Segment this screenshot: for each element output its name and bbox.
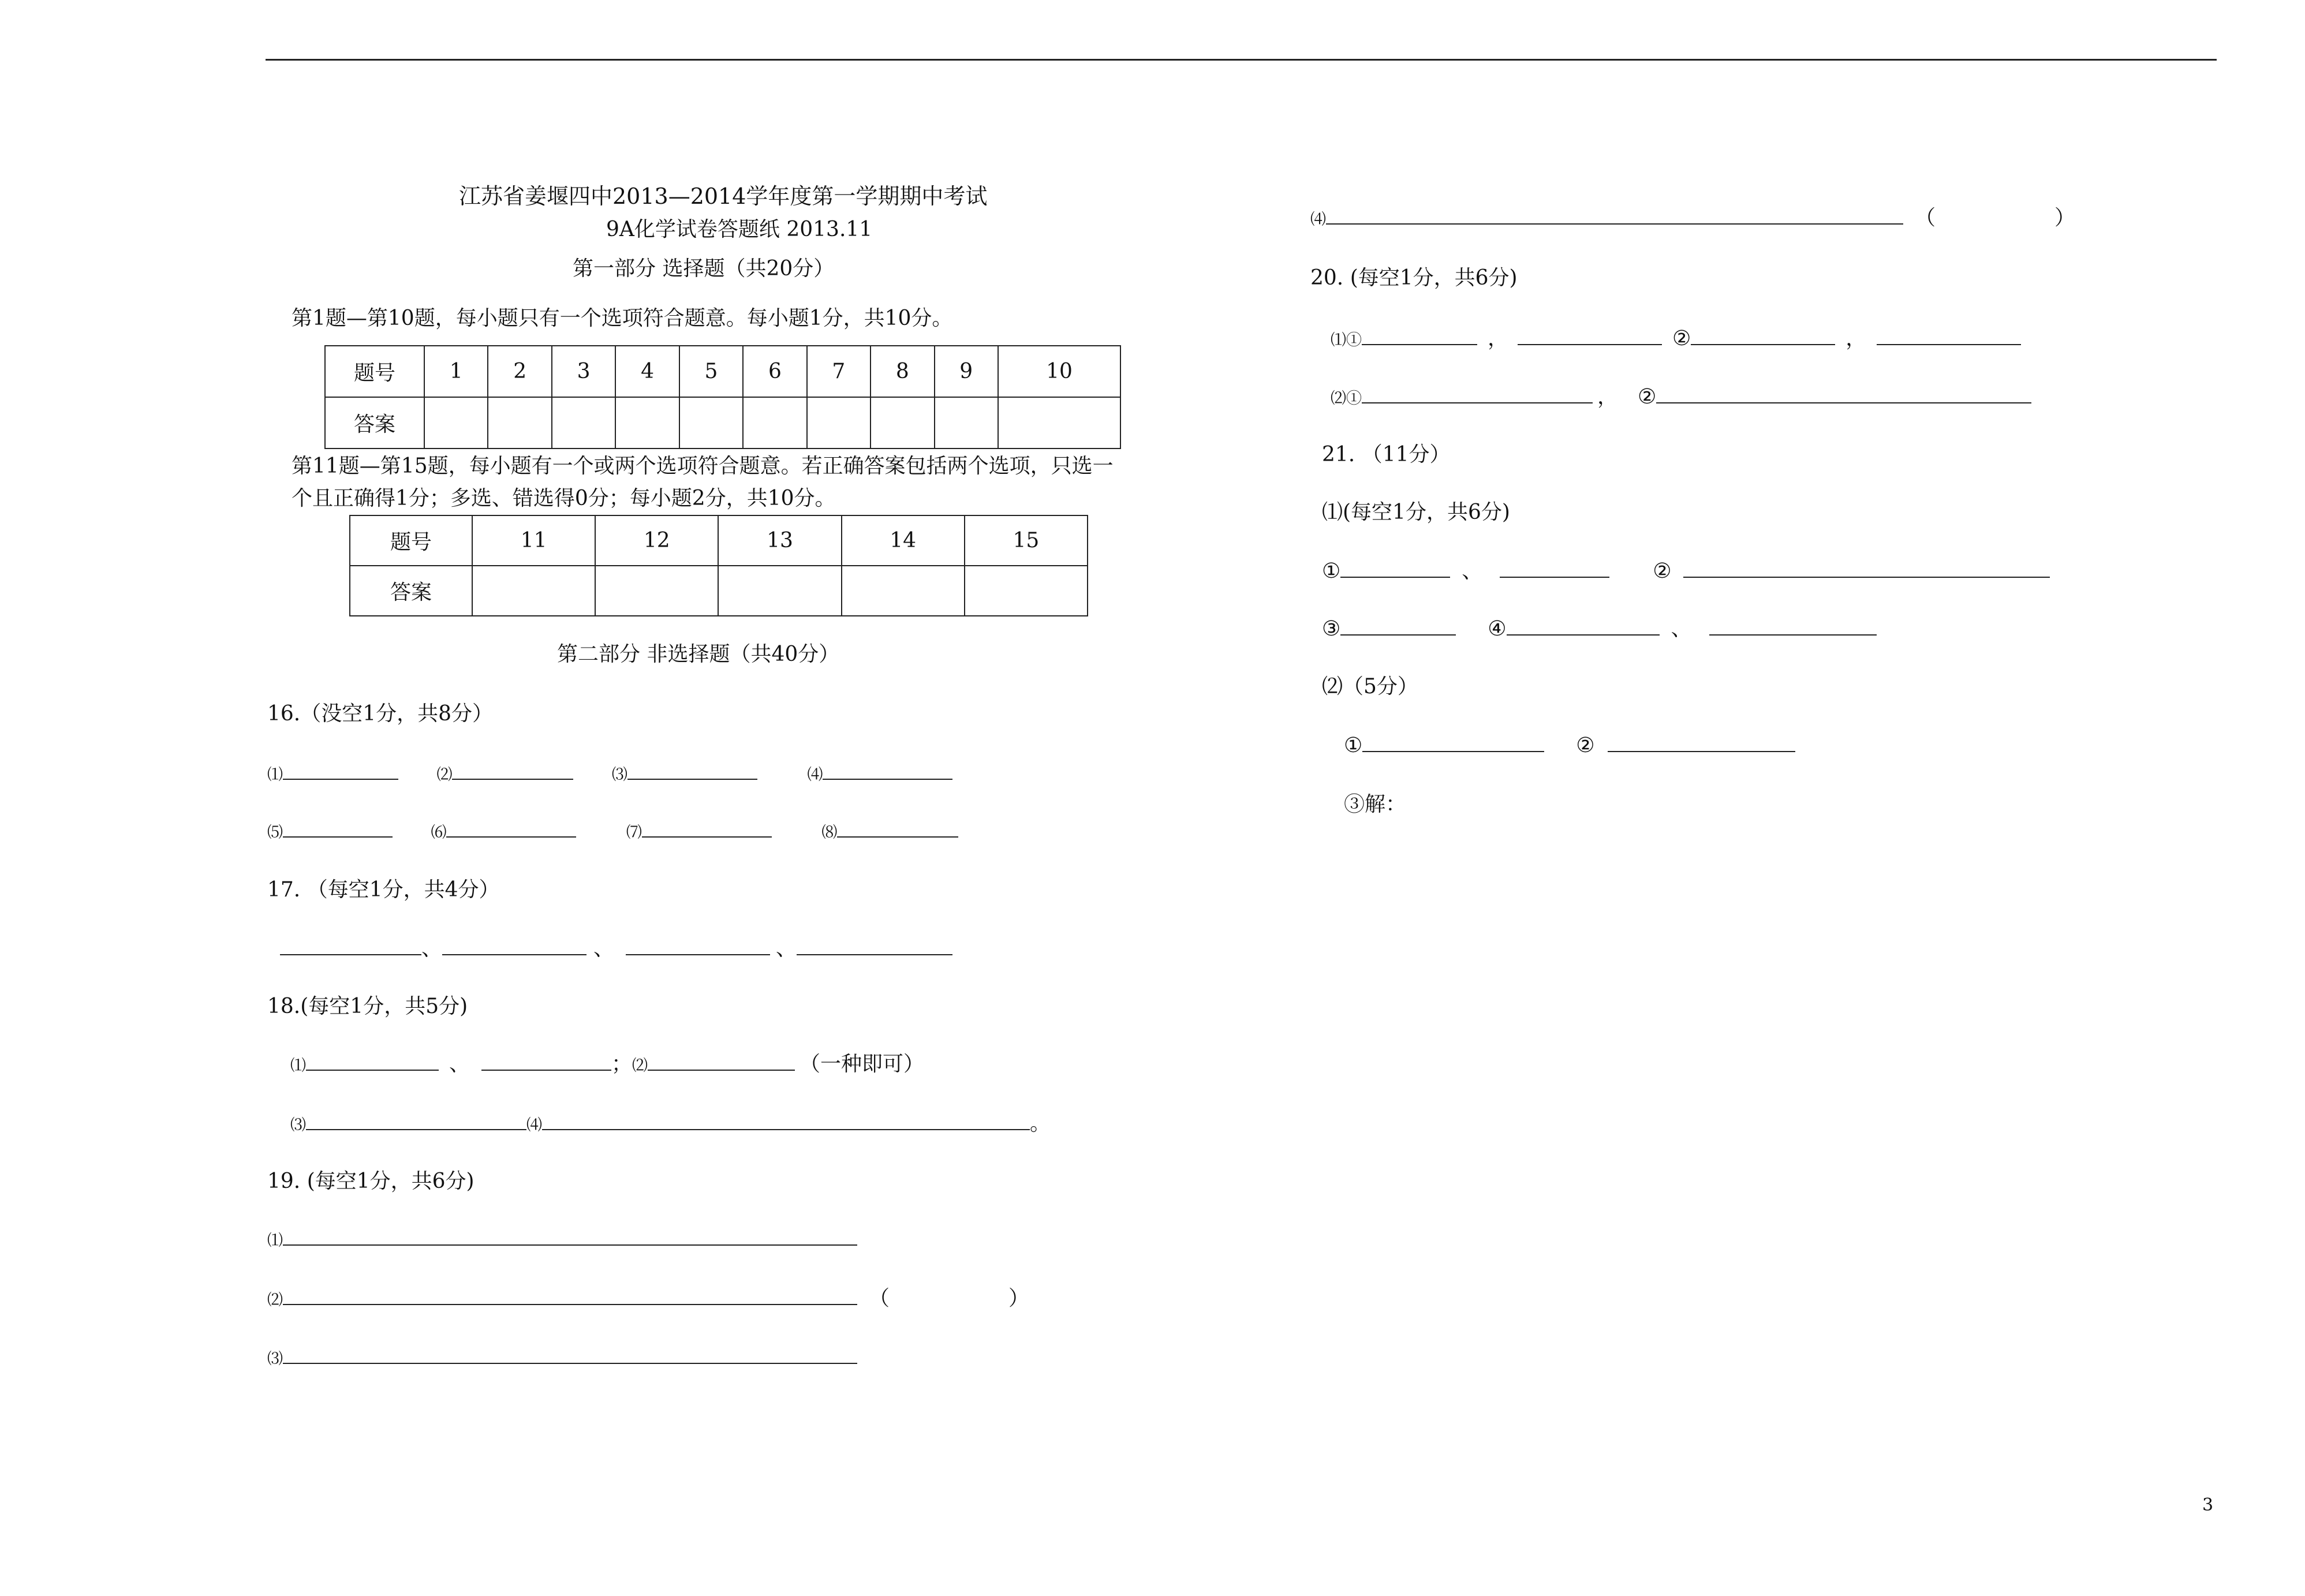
answer-blank[interactable] [283,1287,857,1305]
answer-blank[interactable] [1877,327,2021,345]
answer-blank[interactable] [1691,327,1835,345]
part2-heading: 第二部分 非选择题（共40分） [557,642,840,666]
answer-blank[interactable] [283,1227,857,1246]
answer-cell[interactable] [807,397,871,448]
answer-blank[interactable] [283,761,398,780]
question-number: 10 [998,346,1120,397]
blank-label: ① [1322,559,1341,583]
part1-instruction-2: 第11题—第15题，每小题有一个或两个选项符合题意。若正确答案包括两个选项，只选一 [292,454,1114,478]
paren-blank[interactable]: （ ） [1915,206,2075,230]
blank-label: ⑴ [290,1057,306,1075]
question-number: 9 [935,346,998,397]
answer-blank[interactable] [306,1052,439,1071]
answer-blank[interactable] [1362,327,1477,345]
answer-cell[interactable] [472,566,595,616]
separator: ， [1488,327,1509,350]
blank-label: ⑵ [436,766,453,784]
question-number: 11 [472,515,595,566]
answer-blank[interactable] [542,1112,1030,1130]
answer-blank[interactable] [1709,617,1877,636]
question-number: 8 [871,346,934,397]
separator: 、 [1671,617,1692,641]
answer-blank[interactable] [797,937,952,955]
answer-blank[interactable] [280,937,421,955]
answer-blank[interactable] [1500,559,1609,578]
answer-blank[interactable] [283,819,393,838]
answer-cell[interactable] [595,566,718,616]
answer-cell[interactable] [998,397,1120,448]
q21-title: 21. （11分） [1322,443,1451,466]
separator: 、 [593,937,615,960]
question-number: 3 [552,346,615,397]
part1-heading: 第一部分 选择题（共20分） [573,257,835,281]
blank-label: ⑹ [431,824,447,842]
q19-title: 19. (每空1分，共6分) [267,1169,475,1193]
answer-cell[interactable] [935,397,998,448]
answer-blank[interactable] [1507,617,1660,636]
q19-row1 [267,1227,857,1254]
q21-sub1: ⑴(每空1分，共6分) [1322,500,1510,524]
answer-blank[interactable] [1340,559,1450,578]
blank-label: ⑻ [821,824,838,842]
q21-row1 [1322,559,2050,584]
q18-row1 [290,1052,924,1079]
answer-blank[interactable] [306,1112,526,1130]
question-number: 1 [424,346,488,397]
answer-blank[interactable] [446,819,576,838]
answer-blank[interactable] [823,761,952,780]
answer-blank[interactable] [1608,734,1795,752]
question-number: 13 [718,515,841,566]
q20-title: 20. (每空1分，共6分) [1310,266,1518,290]
answer-blank[interactable] [1340,617,1456,636]
part1-instruction-1: 第1题—第10题，每小题只有一个选项符合题意。每小题1分，共10分。 [292,307,953,330]
answer-blank[interactable] [1656,385,2031,403]
end-mark: 。 [1030,1112,1051,1135]
question-number: 2 [488,346,551,397]
hint-text: （一种即可） [800,1052,925,1076]
q21-row3 [1344,733,1795,758]
q20-row2 [1331,384,2031,412]
separator: ； [611,1052,633,1076]
blank-label: ⑷ [526,1116,542,1134]
q16-row2 [267,818,958,846]
answer-cell[interactable] [615,397,679,448]
answer-cell[interactable] [842,566,965,616]
blank-label: ⑴ [267,766,283,784]
exam-subtitle: 9A化学试卷答题纸 2013.11 [606,218,873,241]
answer-table-1-10 [324,345,1121,449]
separator: ， [1846,327,1867,350]
answer-blank[interactable] [452,761,573,780]
question-number: 6 [743,346,806,397]
answer-blank[interactable] [283,1345,857,1364]
blank-label: ③ [1322,617,1341,641]
blank-label: ② [1576,734,1595,757]
table-row-label: 答案 [325,397,424,448]
question-number: 4 [615,346,679,397]
q21-solution-label: ③解： [1344,793,1407,816]
blank-label: ⑸ [267,824,283,842]
answer-blank[interactable] [1326,206,1903,225]
answer-blank[interactable] [1362,385,1593,403]
q19-row2 [267,1286,1029,1313]
answer-blank[interactable] [627,761,757,780]
blank-label: ⑵ [267,1291,283,1309]
answer-cell[interactable] [552,397,615,448]
answer-blank[interactable] [837,819,958,838]
blank-label: ⑷ [1310,211,1326,229]
answer-blank[interactable] [648,1052,795,1071]
blank-label: ⑴ [267,1232,283,1250]
answer-blank[interactable] [1683,559,2050,578]
paren-blank[interactable]: （ ） [869,1287,1029,1310]
q19-row4 [1310,205,2075,233]
answer-blank[interactable] [626,937,770,955]
answer-cell[interactable] [965,566,1088,616]
answer-cell[interactable] [488,397,551,448]
table-row-label: 题号 [350,515,472,566]
exam-title: 江苏省姜堰四中2013—2014学年度第一学期期中考试 [459,184,988,209]
question-number: 12 [595,515,718,566]
q17-title: 17. （每空1分，共4分） [267,878,500,902]
blank-label: ② [1653,559,1672,583]
separator: 、 [449,1052,470,1076]
answer-blank[interactable] [642,819,772,838]
answer-cell[interactable] [718,566,841,616]
blank-label: ⑴① [1331,331,1362,349]
separator: ， [1597,385,1619,409]
separator: 、 [776,937,797,960]
blank-label: ⑶ [290,1116,306,1134]
q21-row2 [1322,616,1877,642]
separator: 、 [1462,559,1483,583]
table-row-label: 答案 [350,566,472,616]
page-number: 3 [2202,1495,2214,1515]
separator: 、 [421,937,443,960]
q17-row [280,936,952,962]
question-number: 14 [842,515,965,566]
q16-title: 16.（没空1分，共8分） [267,702,494,726]
table-row-label: 题号 [325,346,424,397]
answer-cell[interactable] [871,397,934,448]
question-number: 7 [807,346,871,397]
answer-cell[interactable] [679,397,743,448]
blank-label: ⑵ [632,1057,648,1075]
blank-label: ① [1344,734,1363,757]
answer-cell[interactable] [424,397,488,448]
blank-label: ② [1672,327,1691,350]
answer-table-11-15 [349,515,1088,616]
blank-label: ④ [1488,617,1507,641]
part1-instruction-2b: 个且正确得1分；多选、错选得0分；每小题2分，共10分。 [292,487,836,510]
question-number: 15 [965,515,1088,566]
q20-row1 [1331,326,2021,353]
answer-blank[interactable] [1362,734,1544,752]
q16-row1 [267,761,952,788]
answer-cell[interactable] [743,397,806,448]
blank-label: ⑷ [807,766,823,784]
q18-title: 18.(每空1分，共5分) [267,995,468,1018]
blank-label: ⑶ [611,766,627,784]
blank-label: ⑵① [1331,390,1362,408]
answer-blank[interactable] [1518,327,1662,345]
blank-label: ⑶ [267,1350,283,1368]
q21-sub2: ⑵（5分） [1322,675,1418,698]
question-number: 5 [679,346,743,397]
answer-blank[interactable] [442,937,586,955]
blank-label: ② [1638,385,1657,409]
answer-blank[interactable] [481,1052,611,1071]
q18-row2 [290,1111,1051,1138]
blank-label: ⑺ [626,824,642,842]
q19-row3 [267,1345,857,1372]
top-rule [266,59,2217,61]
